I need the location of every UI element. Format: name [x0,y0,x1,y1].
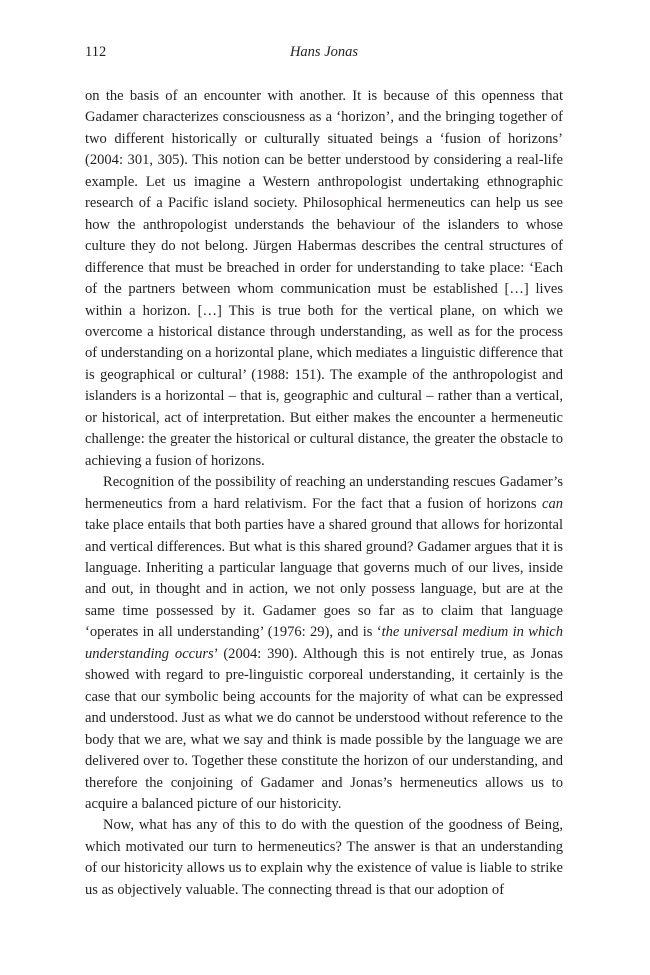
paragraph-3 [85,815,563,901]
paragraph-text: on the basis of an encounter with another. It is because of this openness that Gadamer characterizes consciousness as a ‘horizon’, and the bringing together of two different historically or culturally situated beings a ‘fusion of horizons’ (2004: 301, 305). This notion can be better understood by considering a real-life example. Let us imagine a Western anthropologist undertaking ethnographic research of a Pacific island society. Philosophical hermeneutics can help us see how the anthropologist understands the behaviour of the islanders to whose culture they do not belong. Jürgen Habermas describes the central structures of difference that must be breached in order for understanding to take place: ‘Each of the partners between whom communication must be established […] lives within a horizon. […] This is true both for the vertical plane, on which we overcome a historical distance through understanding, as well as for the process of understanding on a horizontal plane, which mediates a linguistic difference that is geographical or cultural’ (1988: 151). The example of the anthropologist and islanders is a horizontal – that is, geographic and cultural – rather than a vertical, or historical, act of interpretation. But either makes the encounter a hermeneutic challenge: the greater the historical or cultural distance, the greater the obstacle to achieving a fusion of horizons. [85,88,564,469]
paragraph-1 [85,86,563,472]
paragraph-text: take place entails that both parties have a shared ground that allows for horizontal and vertical differences. But what is this shared ground? Gadamer argues that it is language. Inheriting a particular language that governs much of our lives, inside and out, in thought and in action, we not only possess language, but are at the same time possessed by it. Gadamer goes so far as to claim that language ‘operates in all understanding’ (1976: 29), and is ‘ [85,517,563,641]
emphasis-text: can [541,495,563,512]
body-text [85,86,563,901]
page-number: 112 [85,44,107,60]
paragraph-text: Recognition of the possibility of reaching an understanding rescues Gadamer’s hermeneutics from a hard relativism. For the fact that a fusion of horizons [85,474,563,512]
paragraph-text: ’ (2004: 390). Although this is not entirely true, as Jonas showed with regard to pre-linguistic corporeal understanding, it certainly is the case that our symbolic being accounts for the majority of what can be expressed and understood. Just as what we do cannot be understood without reference to the body that we are, what we say and think is made possible by the language we are delivered over to. Together these constitute the horizon of our understanding, and therefore the conjoining of Gadamer and Jonas’s hermeneutics allows us to acquire a balanced picture of our historicity. [85,645,564,812]
paragraph-2 [85,472,563,815]
running-title: Hans Jonas [289,44,359,60]
emphasis-text: the universal medium in which understanding occurs [85,624,563,662]
paragraph-text: Now, what has any of this to do with the question of the goodness of Being, which motivated our turn to hermeneutics? The answer is that an understanding of our historicity allows us to explain why the existence of value is liable to strike us as objectively valuable. The connecting thread is that our adoption of [85,817,563,898]
running-head [85,44,563,64]
